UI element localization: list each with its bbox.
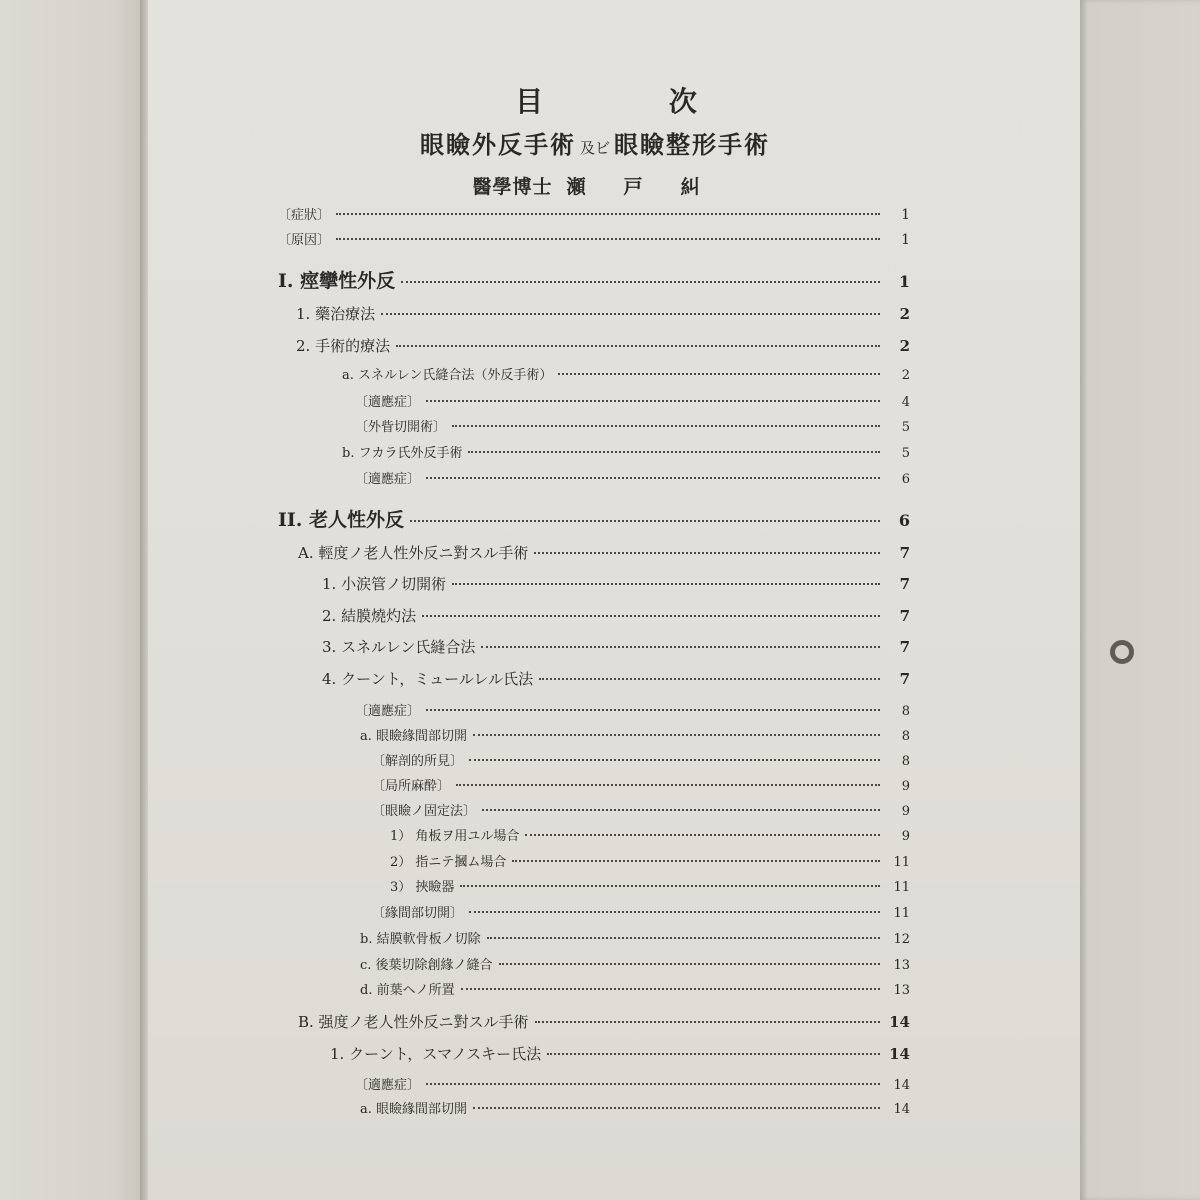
toc-entry-page: 11 bbox=[893, 906, 910, 921]
toc-entry-label: a. 眼瞼緣間部切開 bbox=[360, 729, 468, 744]
subtitle-conjunction: 及ビ bbox=[579, 139, 610, 157]
toc-entry bbox=[322, 573, 910, 595]
leader-dots bbox=[512, 860, 880, 862]
leader-dots bbox=[401, 281, 880, 283]
toc-entry bbox=[390, 876, 910, 898]
toc-entry-page: 9 bbox=[901, 804, 910, 819]
toc-entry-label: 〔緣間部切開〕 bbox=[372, 906, 464, 921]
toc-entry bbox=[355, 468, 910, 490]
toc-entry-page: 2 bbox=[899, 305, 910, 323]
leader-dots bbox=[460, 885, 880, 887]
toc-entry bbox=[390, 825, 910, 847]
toc-entry-label: a. 眼瞼緣間部切開 bbox=[360, 1102, 468, 1117]
subtitle-part-b: 眼瞼整形手術 bbox=[614, 130, 770, 159]
subtitle-part-a: 眼瞼外反手術 bbox=[419, 130, 576, 159]
toc-entry-label: 2） 指ニテ摑ム場合 bbox=[390, 855, 507, 870]
toc-entry-page: 11 bbox=[893, 880, 910, 895]
toc-entry bbox=[355, 391, 910, 413]
toc-entry bbox=[355, 1074, 910, 1096]
toc-entry-label: 1. クーント，スマノスキー氏法 bbox=[330, 1045, 542, 1063]
toc-entry-page: 7 bbox=[899, 575, 910, 593]
toc-entry-page: 1 bbox=[898, 272, 910, 291]
toc-entry-label: 〔症狀〕 bbox=[278, 208, 331, 223]
toc-entry bbox=[360, 725, 910, 747]
leader-dots bbox=[547, 1053, 880, 1055]
toc-entry-label: 〔適應症〕 bbox=[355, 395, 421, 410]
toc-entry-label: 〔外眥切開術〕 bbox=[355, 420, 447, 435]
toc-entry-page: 13 bbox=[893, 958, 910, 973]
toc-entry bbox=[342, 442, 910, 464]
toc-entry-label: 1. 小涙管ノ切開術 bbox=[322, 575, 447, 593]
toc-entry bbox=[298, 542, 910, 564]
toc-entry-label: d. 前葉ヘノ所置 bbox=[360, 983, 455, 998]
toc-entry-label: I. 痙攣性外反 bbox=[278, 270, 396, 292]
toc-entry-label: b. フカラ氏外反手術 bbox=[342, 446, 463, 461]
toc-entry bbox=[278, 204, 910, 226]
leader-dots bbox=[336, 213, 880, 215]
toc-entry bbox=[372, 800, 910, 822]
toc-entry-label: 〔適應症〕 bbox=[355, 472, 421, 487]
toc-entry-page: 9 bbox=[901, 829, 910, 844]
toc-entry-page: 11 bbox=[893, 855, 910, 870]
leader-dots bbox=[422, 615, 880, 617]
leader-dots bbox=[487, 937, 880, 939]
toc-entry-label: 〔解剖的所見〕 bbox=[372, 754, 464, 769]
toc-entry-page: 13 bbox=[893, 983, 910, 998]
leader-dots bbox=[452, 583, 880, 585]
leader-dots bbox=[481, 646, 880, 648]
leader-dots bbox=[482, 809, 880, 811]
toc-entry-label: 3. スネルレン氏縫合法 bbox=[322, 638, 476, 656]
toc-entry-page: 4 bbox=[901, 395, 910, 410]
toc-entry-label: 2. 結膜燒灼法 bbox=[322, 607, 417, 625]
leader-dots bbox=[426, 709, 880, 711]
toc-entry-label: II. 老人性外反 bbox=[278, 509, 405, 531]
leader-dots bbox=[499, 963, 880, 965]
toc-entry-label: 〔眼瞼ノ固定法〕 bbox=[372, 804, 477, 819]
toc-entry-page: 7 bbox=[899, 638, 910, 656]
author-name: 瀬戸糾 bbox=[566, 176, 738, 198]
toc-entry-page: 7 bbox=[899, 670, 910, 688]
toc-entry-label: 1） 角板ヲ用ユル場合 bbox=[390, 829, 520, 844]
toc-entry bbox=[322, 636, 910, 658]
toc-entry-label: 4. クーント，ミュールレル氏法 bbox=[322, 670, 534, 688]
toc-entry-page: 7 bbox=[899, 544, 910, 562]
leader-dots bbox=[410, 520, 880, 522]
toc-entry-page: 14 bbox=[893, 1078, 910, 1093]
leader-dots bbox=[535, 1021, 880, 1023]
toc-entry bbox=[330, 1043, 910, 1065]
toc-entry-page: 8 bbox=[901, 754, 910, 769]
toc-entry-label: 〔局所麻酔〕 bbox=[372, 779, 451, 794]
toc-entry bbox=[372, 902, 910, 924]
leader-dots bbox=[396, 345, 880, 347]
toc-entry bbox=[360, 928, 910, 950]
toc-entry-label: 〔適應症〕 bbox=[355, 704, 421, 719]
toc-entry-page: 9 bbox=[901, 779, 910, 794]
toc-entry-page: 5 bbox=[901, 446, 910, 461]
leader-dots bbox=[558, 373, 880, 375]
toc-entry bbox=[360, 954, 910, 976]
leader-dots bbox=[469, 911, 880, 913]
toc-entry-page: 12 bbox=[893, 932, 910, 947]
leader-dots bbox=[473, 734, 880, 736]
toc-entry bbox=[390, 851, 910, 873]
toc-entry bbox=[322, 668, 910, 690]
toc-entry bbox=[372, 750, 910, 772]
author-degree: 醫學博士 bbox=[472, 176, 553, 198]
toc-entry-label: 3） 挾瞼器 bbox=[390, 880, 455, 895]
toc-entry bbox=[278, 266, 910, 292]
toc-entry bbox=[372, 775, 910, 797]
toc-entry-page: 8 bbox=[901, 729, 910, 744]
toc-entry-page: 14 bbox=[893, 1102, 910, 1117]
toc-entry-label: A. 輕度ノ老人性外反ニ對スル手術 bbox=[298, 544, 529, 562]
leader-dots bbox=[381, 313, 880, 315]
leader-dots bbox=[473, 1107, 880, 1109]
toc-entry-page: 7 bbox=[899, 607, 910, 625]
leader-dots bbox=[426, 1083, 880, 1085]
toc-entry-page: 8 bbox=[901, 704, 910, 719]
toc-entry bbox=[278, 229, 910, 251]
toc-entry bbox=[342, 364, 910, 386]
leader-dots bbox=[452, 425, 880, 427]
toc-entry bbox=[355, 700, 910, 722]
toc-entry-label: B. 强度ノ老人性外反ニ對スル手術 bbox=[298, 1013, 529, 1031]
toc-entry-label: a. スネルレン氏縫合法（外反手術） bbox=[342, 368, 553, 383]
toc-entry-page: 14 bbox=[889, 1045, 910, 1063]
toc-entry bbox=[278, 505, 910, 531]
leader-dots bbox=[426, 477, 880, 479]
toc-entry bbox=[355, 416, 910, 438]
toc-entry-page: 2 bbox=[901, 368, 910, 383]
toc-entry-label: 〔原因〕 bbox=[278, 233, 331, 248]
toc-entry-page: 6 bbox=[898, 511, 910, 530]
toc-entry-page: 6 bbox=[901, 472, 910, 487]
toc-entry bbox=[360, 979, 910, 1001]
leader-dots bbox=[456, 784, 880, 786]
toc-entry bbox=[296, 335, 910, 357]
leader-dots bbox=[534, 552, 880, 554]
leader-dots bbox=[426, 400, 880, 402]
leader-dots bbox=[468, 451, 880, 453]
leader-dots bbox=[539, 678, 880, 680]
toc-entry-label: 〔適應症〕 bbox=[355, 1078, 421, 1093]
toc-entry-page: 1 bbox=[901, 207, 910, 223]
toc-entry-label: 1. 藥治療法 bbox=[296, 305, 376, 323]
toc-entry-page: 1 bbox=[901, 232, 910, 248]
toc-entry bbox=[322, 605, 910, 627]
leader-dots bbox=[461, 988, 880, 990]
leader-dots bbox=[525, 834, 880, 836]
toc-entry bbox=[296, 303, 910, 325]
toc-entry-page: 14 bbox=[889, 1013, 910, 1031]
toc-entry bbox=[360, 1098, 910, 1120]
toc-entry-label: 2. 手術的療法 bbox=[296, 337, 391, 355]
page-title: 目 次 bbox=[515, 85, 755, 118]
toc-entry-page: 5 bbox=[901, 420, 910, 435]
toc-entry-label: b. 結膜軟骨板ノ切除 bbox=[360, 932, 481, 947]
toc-entry-page: 2 bbox=[899, 337, 910, 355]
toc-entry bbox=[298, 1011, 910, 1033]
toc-entry-label: c. 後葉切除創緣ノ縫合 bbox=[360, 958, 493, 973]
leader-dots bbox=[336, 238, 880, 240]
leader-dots bbox=[469, 759, 880, 761]
